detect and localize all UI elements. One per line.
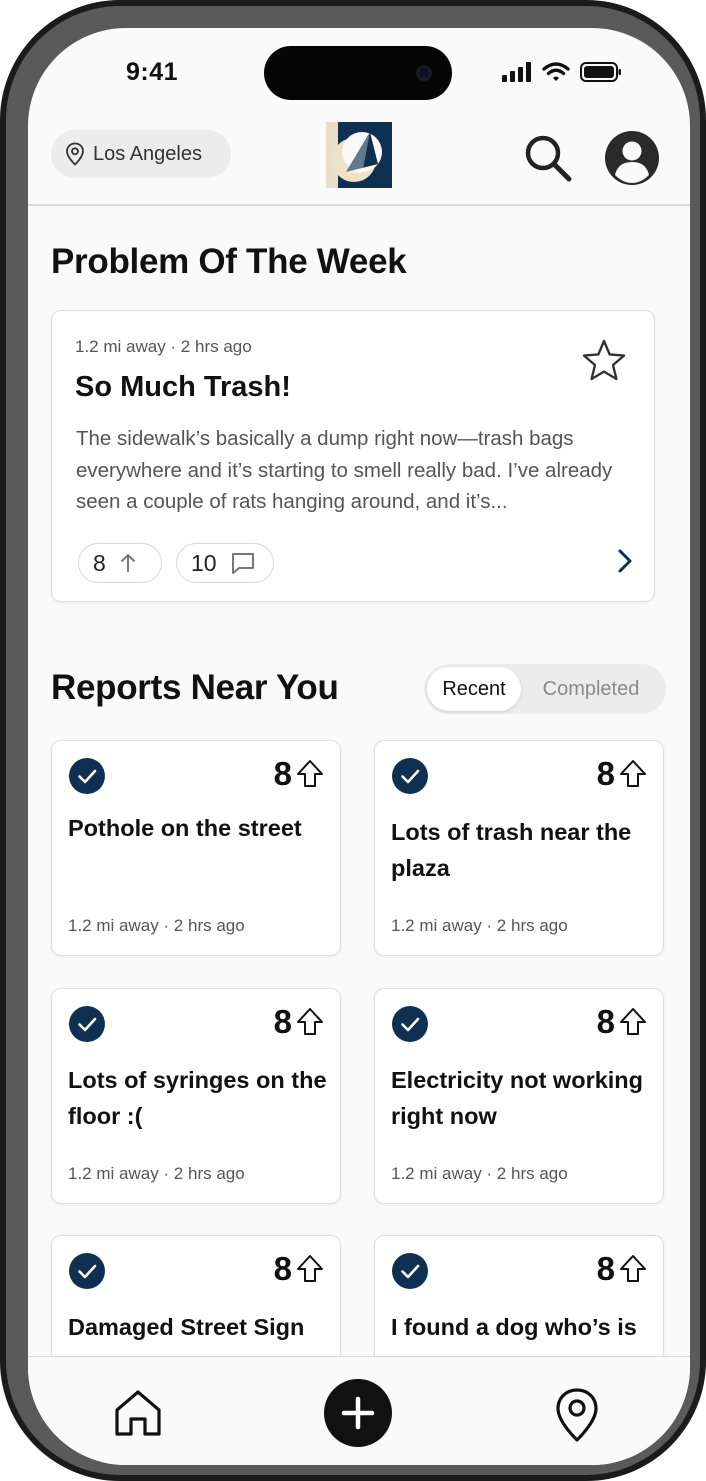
vote-count: 8 [273, 1003, 292, 1040]
home-icon[interactable] [112, 1387, 164, 1439]
status-icons [502, 62, 622, 82]
report-title: Lots of trash near the plaza [391, 819, 632, 881]
vote-count-group[interactable] [274, 1003, 324, 1041]
vote-count-group[interactable] [597, 1250, 647, 1288]
report-title: Pothole on the street [68, 815, 302, 841]
report-card[interactable] [51, 988, 341, 1204]
cellular-signal-icon [502, 62, 532, 82]
report-title: Electricity not working right now [391, 1067, 644, 1129]
camera-icon [416, 65, 432, 81]
post-meta: 1.2 mi away · 2 hrs ago [75, 337, 252, 356]
comment-icon [231, 552, 255, 574]
vote-count: 8 [273, 1250, 292, 1287]
location-selector[interactable] [51, 130, 231, 178]
vote-count-group[interactable] [274, 755, 324, 793]
problem-of-week-heading: Problem Of The Week [51, 242, 407, 281]
post-title: So Much Trash! [75, 371, 291, 403]
check-circle-icon [68, 757, 106, 795]
upvote-arrow-icon [619, 759, 647, 789]
report-title: I found a dog who’s is [391, 1314, 637, 1340]
map-pin-icon [65, 142, 85, 166]
app-logo[interactable] [326, 122, 392, 188]
report-meta: 1.2 mi away · 2 hrs ago [68, 916, 245, 935]
check-circle-icon [391, 1252, 429, 1290]
upvote-arrow-icon [296, 759, 324, 789]
bottom-nav [28, 1356, 690, 1465]
app-screen [28, 28, 690, 1465]
star-icon[interactable] [580, 337, 628, 385]
tab-recent[interactable]: Recent [427, 667, 521, 711]
check-circle-icon [68, 1252, 106, 1290]
upvote-arrow-icon [619, 1007, 647, 1037]
report-card[interactable] [51, 740, 341, 956]
upvote-count: 8 [93, 549, 106, 576]
check-circle-icon [391, 757, 429, 795]
report-title: Damaged Street Sign [68, 1314, 305, 1340]
report-title: Lots of syringes on the floor :( [68, 1067, 327, 1129]
battery-icon [580, 62, 622, 82]
upvote-arrow-icon [296, 1007, 324, 1037]
reports-heading: Reports Near You [51, 668, 339, 707]
status-time: 9:41 [126, 58, 179, 86]
vote-count: 8 [273, 755, 292, 792]
comments-button[interactable] [176, 543, 274, 583]
report-meta: 1.2 mi away · 2 hrs ago [68, 1164, 245, 1183]
report-card[interactable] [374, 740, 664, 956]
upvote-button[interactable] [78, 543, 162, 583]
upvote-arrow-icon [619, 1254, 647, 1284]
vote-count-group[interactable] [597, 1003, 647, 1041]
comment-count: 10 [191, 549, 217, 576]
report-meta: 1.2 mi away · 2 hrs ago [391, 916, 568, 935]
tab-completed[interactable]: Completed [542, 677, 640, 700]
vote-count-group[interactable] [274, 1250, 324, 1288]
device-bezel [6, 6, 700, 1475]
problem-of-week-card[interactable] [51, 310, 655, 602]
vote-count: 8 [596, 755, 615, 792]
add-report-button[interactable] [324, 1379, 392, 1447]
reports-filter-tabs [424, 664, 666, 714]
check-circle-icon [68, 1005, 106, 1043]
arrow-up-icon [120, 553, 136, 573]
vote-count-group[interactable] [597, 755, 647, 793]
report-meta: 1.2 mi away · 2 hrs ago [391, 1164, 568, 1183]
map-pin-icon[interactable] [552, 1387, 602, 1443]
search-icon[interactable] [522, 132, 574, 184]
report-card[interactable] [374, 988, 664, 1204]
post-body: The sidewalk’s basically a dump right now—trash bags everywhere and it’s starting to smell really bad. I’ve already seen a couple of rats hanging around, and it’s... [76, 427, 613, 513]
vote-count: 8 [596, 1250, 615, 1287]
chevron-right-icon[interactable] [614, 547, 636, 575]
wifi-icon [542, 62, 570, 82]
location-label: Los Angeles [93, 142, 202, 165]
dynamic-island [264, 46, 452, 100]
upvote-arrow-icon [296, 1254, 324, 1284]
check-circle-icon [391, 1005, 429, 1043]
header-divider [28, 204, 690, 206]
plus-icon [324, 1379, 392, 1447]
vote-count: 8 [596, 1003, 615, 1040]
user-avatar-icon[interactable] [604, 130, 660, 186]
